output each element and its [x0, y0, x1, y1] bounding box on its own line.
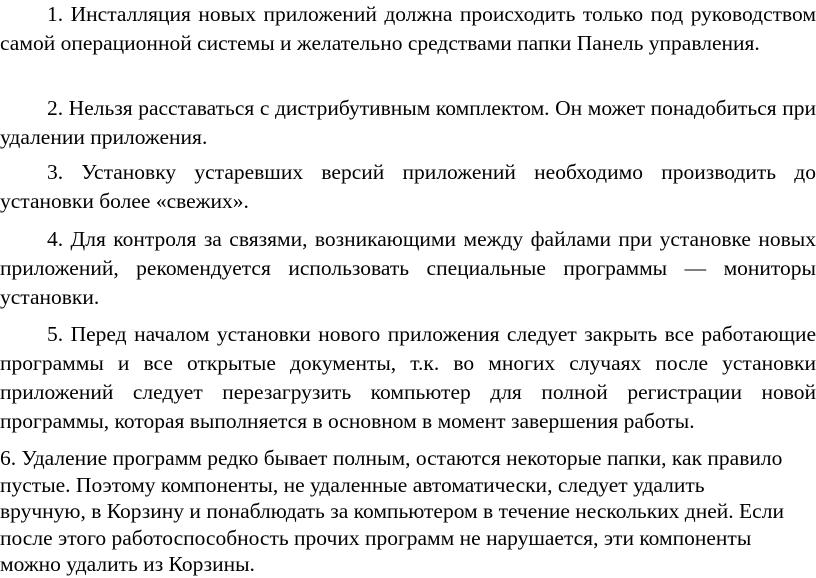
paragraph-2: 2. Нельзя расставаться с дистрибутивным комплектом. Он может понадобиться при удалении приложения.: [0, 96, 816, 149]
paragraph-4: 4. Для контроля за связями, возникающими между файлами при установке новых приложений, рекомендуется использовать специальные программы — мониторы установки.: [0, 227, 816, 309]
paragraph-5: 5. Перед началом установки нового приложения следует закрыть все работающие программы и все открытые документы, т.к. во многих случаях после установки приложений следует перезагрузить компьютер для полной регистрации новой программы, которая выполняется в основном в момент завершения работы.: [0, 322, 816, 433]
paragraph-6: 6. Удаление программ редко бывает полным, остаются некоторые папки, как правило пустые. Поэтому компоненты, не удаленные автоматически, следует удалить вручную, в Корзину и понаблюдать за компьютером в течение нескольких дней. Если после этого работоспособность прочих программ не нарушается, эти компоненты можно удалить из Корзины.: [0, 446, 784, 576]
paragraph-3: 3. Установку устаревших версий приложений необходимо производить до установки более «свежих».: [0, 160, 816, 213]
paragraph-1: 1. Инсталляция новых приложений должна происходить только под руководством самой операционной системы и желательно средствами папки Панель управления.: [0, 2, 816, 55]
